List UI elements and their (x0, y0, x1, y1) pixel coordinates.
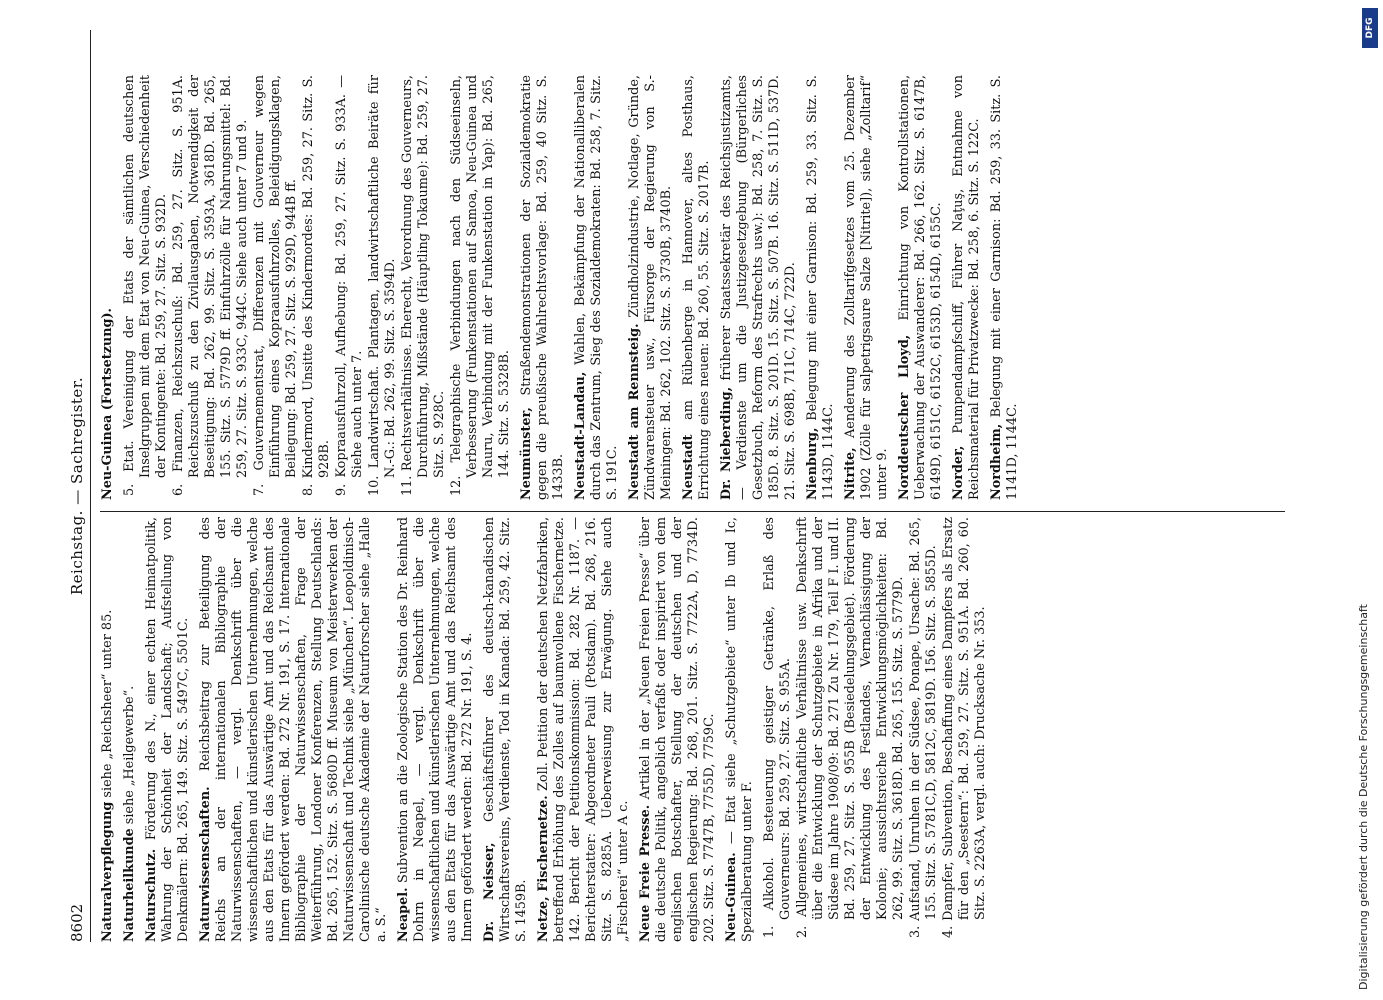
numbered-item: 7. Gouvernementsrat, Differenzen mit Gouverneur wegen Einführung eines Kopraausfuhrzolles, Beleidigungsklagen, Beilegung: Bd. 259, 27. Sitz. S. 929D, 944B ff. (252, 75, 299, 496)
entry-head: Naturalverpflegung (100, 801, 115, 942)
index-entry: Nordheim, Belegung mit einer Garnison: Bd. 259, 33. Sitz. S. 1141D, 1144C. (989, 75, 1020, 500)
index-entry: Norder, Pumpendampfschiff, Führer Naţuş, Entnahme von Reichsmaterial für Privatzwecke: Bd. 258, 6. Sitz. S. 122C. (951, 75, 982, 500)
dfg-logo: DFG (1362, 8, 1378, 48)
entry-head: Neu-Guinea. (724, 852, 739, 942)
numbered-item: 12. Telegraphische Verbindungen nach den Südseeinseln, Verbesserung (Funkenstationen auf Samoa, Neu-Guinea und Nauru, Verbindung mit der Funkenstation in Yap): Bd. 265, 144. Sitz. S. 5328B. (449, 74, 512, 496)
index-entry: Dr. Nieberding, früherer Staatssekretär des Reichsjustizamts, — Verdienste um die Justizgesetzgebung (Bürgerliches Gesetzbuch, Reform des Strafrechts usw.): Bd. 258, 7. Sitz. S. 185D. 8. Sitz. S. 201D. 15. Sitz. S. 507B. 16. Sitz. S. 511D, 537D. 21. Sitz. S. 698B, 711C, 714C, 722D. (719, 75, 798, 500)
entry-body: Geschäftsführer des deutsch-kanadischen Wirtschaftsvereins, Verdienste, Tod in Kanada: Bd. 259, 42. Sitz. S. 1459B. (482, 516, 529, 942)
entry-body: — Etat siehe „Schutzgebiete“ unter Ib und Ic, Spezialberatung unter F. (724, 517, 755, 942)
numbered-item: 10. Landwirtschaft. Plantagen, landwirtschaftliche Beiräte für N.-G.: Bd. 262, 99. Sitz. S. 3594D. (367, 75, 398, 496)
index-entry (482, 517, 530, 942)
column-divider (100, 511, 1285, 512)
page-title: Reichstag. — Sachregister. (68, 376, 86, 596)
index-entry (198, 517, 390, 942)
numbered-item: 2. Allgemeines, wirtschaftliche Verhältnisse usw. Denkschrift über die Entwicklung der Schutzgebiete in Afrika und der Südsee im Jahre 1908/09: Bd. 271 Zu Nr. 179, Teil F I. und II. Bd. 259, 27. Sitz. S. 955B (Besiedelungsgebiet). Förderung der Entwicklung des Festlandes, Vernachlässigung der Kolonie; aussichtsreiche Entwicklungsmöglichkeiten: Bd. 262, 99. Sitz. S. 3618D. Bd. 265, 155. Sitz. S. 5779D. (795, 517, 906, 938)
numbered-item: 6. Finanzen, Reichszuschuß: Bd. 259, 27. Sitz. S. 951A. Reichszuschuß zu den Zivilausgaben, Notwendigkeit der Beseitigung: Bd. 262, 99. Sitz. S. 3593A, 3618D. Bd. 265, 155. Sitz. S. 5779D ff. Einfuhrzölle für Nahrungsmittel: Bd. 259, 27. Sitz. S. 933C, 944C. Siehe auch unter 7 und 9. (171, 75, 250, 496)
index-entry (100, 517, 116, 942)
index-entry: Neumünster, Straßendemonstrationen der Sozialdemokratie gegen die preußische Wahlrechtsvorlage: Bd. 259, 40 Sitz. S. 1433B. (519, 75, 566, 500)
index-entry (638, 517, 718, 942)
continuation-heading: Neu-Guinea (Fortsetzung). (100, 308, 115, 500)
numbered-item: 4. Dampfer, Subvention, Beschaffung eines Dampfers als Ersatz für den „Seestern“: Bd. 259, 27. Sitz. S. 951A. Bd. 260, 60. Sitz. S. 2263A, vergl. auch: Drucksache Nr. 353. (941, 517, 988, 938)
entry-head: Naturheilkunde (122, 828, 137, 942)
index-entry: Nienburg, Belegung mit einer Garnison: Bd. 259, 33. Sitz. S. 1143D, 1144C. (805, 75, 836, 500)
entry-head: Neapel. (396, 887, 411, 942)
index-entry (396, 517, 476, 942)
page-number: 8602 (68, 903, 86, 942)
index-entry: Norddeutscher Lloyd, Einrichtung von Kontrollstationen, Ueberwachung der Auswanderer: Bd. 266, 162. Sitz. S. 6147B, 6149D, 6151C, 6152C, 6153D, 6154D, 6155C. (897, 74, 944, 500)
left-column (100, 517, 990, 942)
index-entry (144, 517, 192, 942)
entry-body: Reichsbeitrag zur Beteiligung des Reichs an der internationalen Bibliographie der Naturwissenschaften, — vergl. Denkschrift über die wissenschaftlichen und künstlerischen Unternehmungen, welche aus den Etats für das Auswärtige Amt und das Reichsamt des Innern gefördert werden: Bd. 272 Nr. 191, S. 17. Internationale Bibliographie der Naturwissenschaften, Frage der Weiterführung, Londoner Konferenzen, Stellung Deutschlands: Bd. 265, 152. Sitz. S. 5680D ff. Museum von Meisterwerken der Naturwissenschaft und Technik siehe „München“. Leopoldinisch-Carolinische deutsche Akademie der Naturforscher siehe „Halle a. S.“ (198, 517, 389, 942)
running-head (62, 30, 91, 942)
index-entry (536, 517, 632, 942)
entry-body: Förderung des N., einer echten Heimatpolitik, Wahrung der Schönheit der Landschaft; Aufstellung von Denkmälern: Bd. 265, 149. Sitz. S. 5497C, 5501C. (144, 517, 191, 942)
credit-text: Digitalisierung gefördert durch die Deutsche Forschungsgemeinschaft (1357, 604, 1370, 990)
entry-head: Neue Freie Presse. (638, 804, 653, 942)
index-entry (724, 517, 756, 942)
numbered-item: 11. Rechtsverhältnisse. Eherecht, Verordnung des Gouverneurs, Durchführung, Mißstände (Häuptling Tokaume): Bd. 259, 27. Sitz. S. 928C. (400, 75, 447, 496)
entry-body: siehe „Heilgewerbe“. (122, 685, 137, 825)
digitization-credit (1357, 10, 1375, 990)
entry-body: Subvention an die Zoologische Station des Dr. Reinhard Dohrn in Neapel, — vergl. Denkschrift über die wissenschaftlichen und künstlerischen Unternehmungen, welche aus den Etats für das Auswärtige Amt und das Reichsamt des Innern gefördert werden: Bd. 272 Nr. 191, S. 4. (396, 517, 475, 942)
numbered-item: 5. Etat. Vereinigung der Etats der sämtlichen deutschen Inselgruppen mit dem Etat von Neu-Guinea, Verschiedenheit der Kontingente: Bd. 259, 27. Sitz. S. 932D. (122, 75, 169, 496)
entry-body: Zoll. Petition der deutschen Netzfabriken, betreffend Erhöhung des Zolles auf baumwollene Fischernetze. 142. Bericht der Petitionskommission: Bd. 282 Nr. 1187. — Berichterstatter: Abgeordneter Pauli (Potsdam). Bd. 268, 216. Sitz. S. 8285A. Ueberweisung zur Erwägung. Siehe auch „Fischerei“ unter A c. (536, 516, 631, 942)
entry-head: Dr. Neisser, (482, 842, 497, 942)
index-entry: Neustadt-Landau, Wahlen, Bekämpfung der Nationalliberalen durch das Zentrum, Sieg des Sozialdemokraten: Bd. 258, 7. Sitz. S. 191C. (573, 75, 620, 500)
numbered-item: 3. Aufstand, Unruhen in der Südsee, Ponape, Ursache: Bd. 265, 155. Sitz. S. 5781C,D, 5812C, 5819D. 156. Sitz. S. 5855D. (908, 517, 939, 938)
index-entry: Neustadt am Rübenberge in Hannover, altes Posthaus, Errichtung eines neuen: Bd. 260, 55. Sitz. S. 2017B. (681, 75, 712, 500)
numbered-item: 8. Kindermord, Unsitte des Kindermordes: Bd. 259, 27. Sitz. S. 928B. (301, 75, 332, 496)
entry-body: siehe „Reichsheer“ unter 85. (100, 609, 115, 798)
index-entry (122, 517, 138, 942)
index-entry: Nitrite, Aenderung des Zolltarifgesetzes vom 25. Dezember 1902 (Zölle für salpetrigsaure Salze [Nitrite]), siehe „Zolltarif“ unter 9. (843, 75, 890, 500)
entry-body: Artikel in der „Neuen Freien Presse“ über die deutsche Politik, angeblich verfaßt oder inspiriert von dem englischen Botschafter, Stellung der deutschen und der englischen Regierung: Bd. 268, 201. Sitz. S. 7722A, D, 7734D. 202. Sitz. S. 7747B, 7755D, 7759C. (638, 517, 717, 942)
entry-head: Naturschutz. (144, 848, 159, 942)
right-column (100, 75, 1027, 500)
index-entry: Neustadt am Rennsteig. Zündholzindustrie, Notlage, Gründe, Zündwarensteuer usw., Fürsorge der Regierung von S.-Meiningen: Bd. 262, 102. Sitz. S. 3730B, 3740B. (627, 75, 674, 500)
entry-head: Netze, Fischernetze. (536, 795, 551, 942)
numbered-item: 1. Alkohol. Besteuerung geistiger Getränke, Erlaß des Gouverneurs: Bd. 259, 27. Sitz. S. 955A. (762, 517, 793, 938)
entry-head: Naturwissenschaften. (198, 786, 213, 942)
numbered-item: 9. Kopraausfuhrzoll, Aufhebung: Bd. 259, 27. Sitz. S. 933A. — Siehe auch unter 7. (334, 75, 365, 496)
